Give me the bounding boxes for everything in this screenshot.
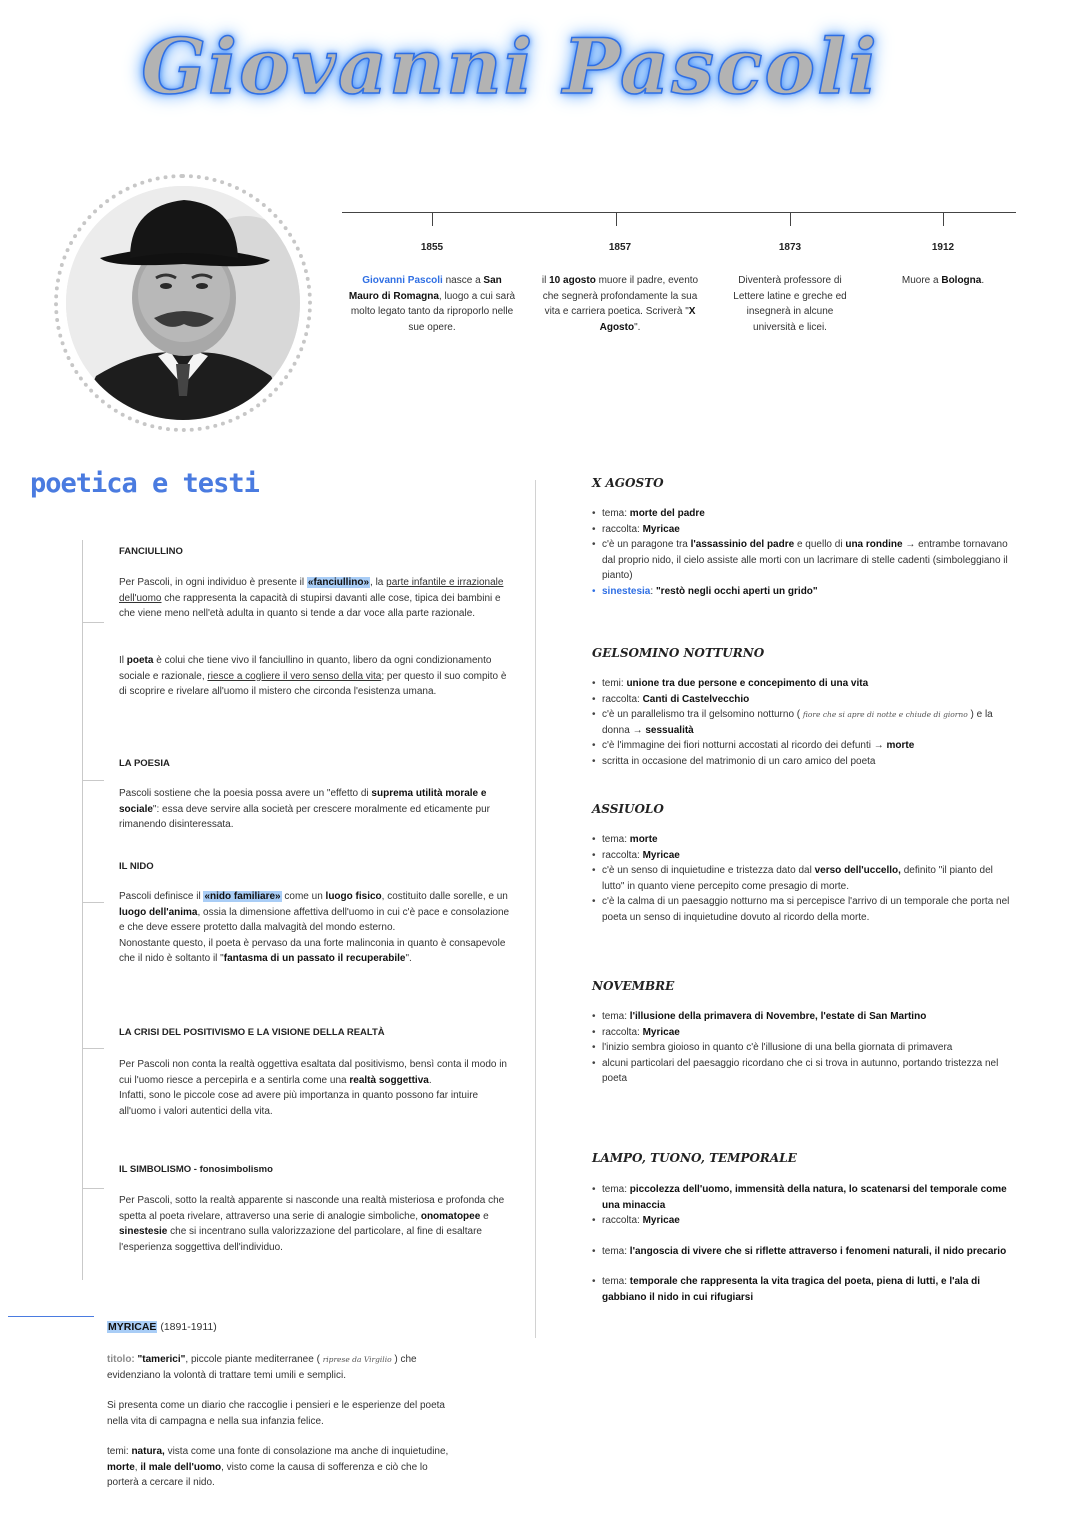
list-item: • c'è un paragone tra l'assassinio del padre e quello di una rondine → entrambe tornavano dal proprio nido, il cielo assiste alle morti con un lacrimare di stelle cadenti (simboleggiano il pianto) [592, 537, 1012, 584]
list-item: • tema: l'angoscia di vivere che si riflette attraverso i fenomeni naturali, il nido precario [592, 1244, 1012, 1260]
tree-branch [82, 902, 104, 903]
timeline-year-1912: 1912 [931, 242, 955, 253]
timeline-desc-1912: Muore a Bologna. [901, 275, 985, 286]
list-item: • raccolta: Canti di Castelvecchio [592, 692, 1012, 708]
list-item: • sinestesia: "restò negli occhi aperti un grido" [592, 584, 1012, 600]
heading-simbolismo: IL SIMBOLISMO - fonosimbolismo [119, 1164, 273, 1175]
x-agosto-list [592, 506, 1012, 599]
timeline-tick [432, 212, 433, 226]
myricae-connector [8, 1316, 94, 1317]
list-item: • c'è la calma di un paesaggio notturno ma si percepisce l'arrivo di un temporale che porta nel poeta un senso di inquietudine dovuto al ricordo della morte. [592, 894, 1012, 925]
myricae-paragraph-1: titolo: "tamerici", piccole piante mediterranee ( riprese da Virgilio ) che evidenziano la volontà di trattare temi umili e semplici. [107, 1354, 417, 1381]
timeline-year-1855: 1855 [420, 242, 444, 253]
column-divider [535, 480, 536, 1338]
tree-branch [82, 1188, 104, 1189]
list-item: • raccolta: Myricae [592, 522, 1012, 538]
list-item: • tema: piccolezza dell'uomo, immensità della natura, lo scatenarsi del temporale come una minaccia [592, 1182, 1012, 1213]
gelsomino-list [592, 676, 1012, 769]
tree-branch [82, 1048, 104, 1049]
myricae-paragraph-2: Si presenta come un diario che raccoglie i pensieri e le esperienze del poeta nella vita di campagna e nella sua infanzia felice. [107, 1400, 445, 1427]
heading-gelsomino-notturno: GELSOMINO NOTTURNO [592, 646, 765, 660]
list-item: • tema: morte [592, 832, 1012, 848]
list-item: • c'è un parallelismo tra il gelsomino notturno ( fiore che si apre di notte e chiude di giorno ) e la donna → sessualità [592, 707, 1012, 738]
simbolismo-paragraph: Per Pascoli, sotto la realtà apparente si nasconde una realtà misteriosa e profonda che spetta al poeta rivelare, attraverso una serie di analogie simboliche, onomatopee e sinestesie che si incentrano sulla valorizzazione del particolare, al fine di esaltare l'esperienza soggettiva dell'individuo. [119, 1195, 505, 1253]
lampo-list [592, 1182, 1012, 1305]
assiuolo-list [592, 832, 1012, 925]
list-item: • tema: l'illusione della primavera di Novembre, l'estate di San Martino [592, 1009, 1012, 1025]
list-item: • scritta in occasione del matrimonio di un caro amico del poeta [592, 754, 1012, 770]
heading-fanciullino: FANCIULLINO [119, 546, 183, 557]
list-item: • l'inizio sembra gioioso in quanto c'è l'illusione di una bella giornata di primavera [592, 1040, 1012, 1056]
timeline-axis [342, 212, 1016, 213]
tree-line [82, 540, 83, 1280]
nido-paragraph: Pascoli definisce il «nido familiare» come un luogo fisico, costituito dalle sorelle, e un luogo dell'anima, ossia la dimensione affettiva dell'uomo in cui c'è pace e consolazione e che deve essere protetto dalla malvagità del mondo esterno. Nonostante questo, il poeta è pervaso da una forte malinconia in quanto è consapevole che il nido è soltanto il "fantasma di un passato il recuperabile". [119, 891, 510, 964]
portrait-image [66, 186, 300, 420]
list-item: • tema: temporale che rappresenta la vita tragica del poeta, piena di lutti, e l'ala di gabbiano il nido in cui rifugiarsi [592, 1274, 1012, 1305]
timeline-year-1857: 1857 [608, 242, 632, 253]
timeline-desc-1855: Giovanni Pascoli nasce a San Mauro di Romagna, luogo a cui sarà molto legato tanto da riproporlo nelle sue opere. [348, 275, 516, 333]
heading-x-agosto: X AGOSTO [592, 476, 664, 490]
section-title: poetica e testi [30, 468, 259, 499]
novembre-list [592, 1009, 1012, 1087]
list-item: • c'è un senso di inquietudine e tristezza dato dal verso dell'uccello, definito "il pianto del lutto" in quanto viene percepito come presagio di morte. [592, 863, 1012, 894]
page-title: Giovanni Pascoli [141, 22, 879, 111]
fanciullino-paragraph-1: Per Pascoli, in ogni individuo è presente il «fanciullino», la parte infantile e irrazionale dell'uomo che rappresenta la capacità di stupirsi davanti alle cose, tipica dei bambini e che viene meno nell'età adulta in quanto si tende a dar voce alla parte razionale. [119, 577, 504, 619]
timeline-desc-1873: Diventerà professore di Lettere latine e greche ed insegnerà in alcune università e licei. [733, 275, 847, 333]
heading-nido: IL NIDO [119, 861, 154, 872]
tree-branch [82, 622, 104, 623]
crisi-paragraph: Per Pascoli non conta la realtà oggettiva esaltata dal positivismo, bensì conta il modo in cui l'uomo riesce a percepirla e a sentirla come una realtà soggettiva. Infatti, sono le piccole cose ad avere più importanza in quanto possono far intuire all'uomo i valori autentici della vita. [119, 1059, 507, 1117]
fanciullino-paragraph-2: Il poeta è colui che tiene vivo il fanciullino in quanto, libero da ogni condizionamento sociale e razionale, riesce a cogliere il vero senso della vita; per questo il suo compito è di scoprire e rivelare all'uomo il mistero che circonda l'esistenza umana. [119, 655, 507, 697]
tree-branch [82, 780, 104, 781]
heading-crisi-positivismo: LA CRISI DEL POSITIVISMO E LA VISIONE DELLA REALTÀ [119, 1027, 385, 1038]
list-item: • raccolta: Myricae [592, 848, 1012, 864]
heading-novembre: NOVEMBRE [592, 979, 675, 993]
list-item: • temi: unione tra due persone e concepimento di una vita [592, 676, 1012, 692]
list-item: • tema: morte del padre [592, 506, 1012, 522]
list-item: • alcuni particolari del paesaggio ricordano che ci si trova in autunno, portando tristezza nel poeta [592, 1056, 1012, 1087]
timeline-tick [943, 212, 944, 226]
timeline-desc-1857: il 10 agosto muore il padre, evento che segnerà profondamente la sua vita e carriera poetica. Scriverà "X Agosto". [541, 275, 699, 333]
heading-assiuolo: ASSIUOLO [592, 802, 664, 816]
heading-myricae: MYRICAE (1891-1911) [108, 1321, 217, 1333]
list-item: • raccolta: Myricae [592, 1213, 1012, 1229]
list-item: • c'è l'immagine dei fiori notturni accostati al ricordo dei defunti → morte [592, 738, 1012, 754]
timeline-tick [790, 212, 791, 226]
timeline-tick [616, 212, 617, 226]
heading-lampo-tuono-temporale: LAMPO, TUONO, TEMPORALE [592, 1151, 797, 1165]
myricae-paragraph-3: temi: natura, vista come una fonte di consolazione ma anche di inquietudine, morte, il male dell'uomo, visto come la causa di sofferenza e ciò che lo porterà a cercare il nido. [107, 1446, 449, 1488]
list-item: • raccolta: Myricae [592, 1025, 1012, 1041]
heading-poesia: LA POESIA [119, 758, 170, 769]
timeline-year-1873: 1873 [778, 242, 802, 253]
poesia-paragraph: Pascoli sostiene che la poesia possa avere un "effetto di suprema utilità morale e sociale": essa deve servire alla società per crescere moralmente ed eticamente pur rimanendo disinteressata. [119, 788, 490, 830]
